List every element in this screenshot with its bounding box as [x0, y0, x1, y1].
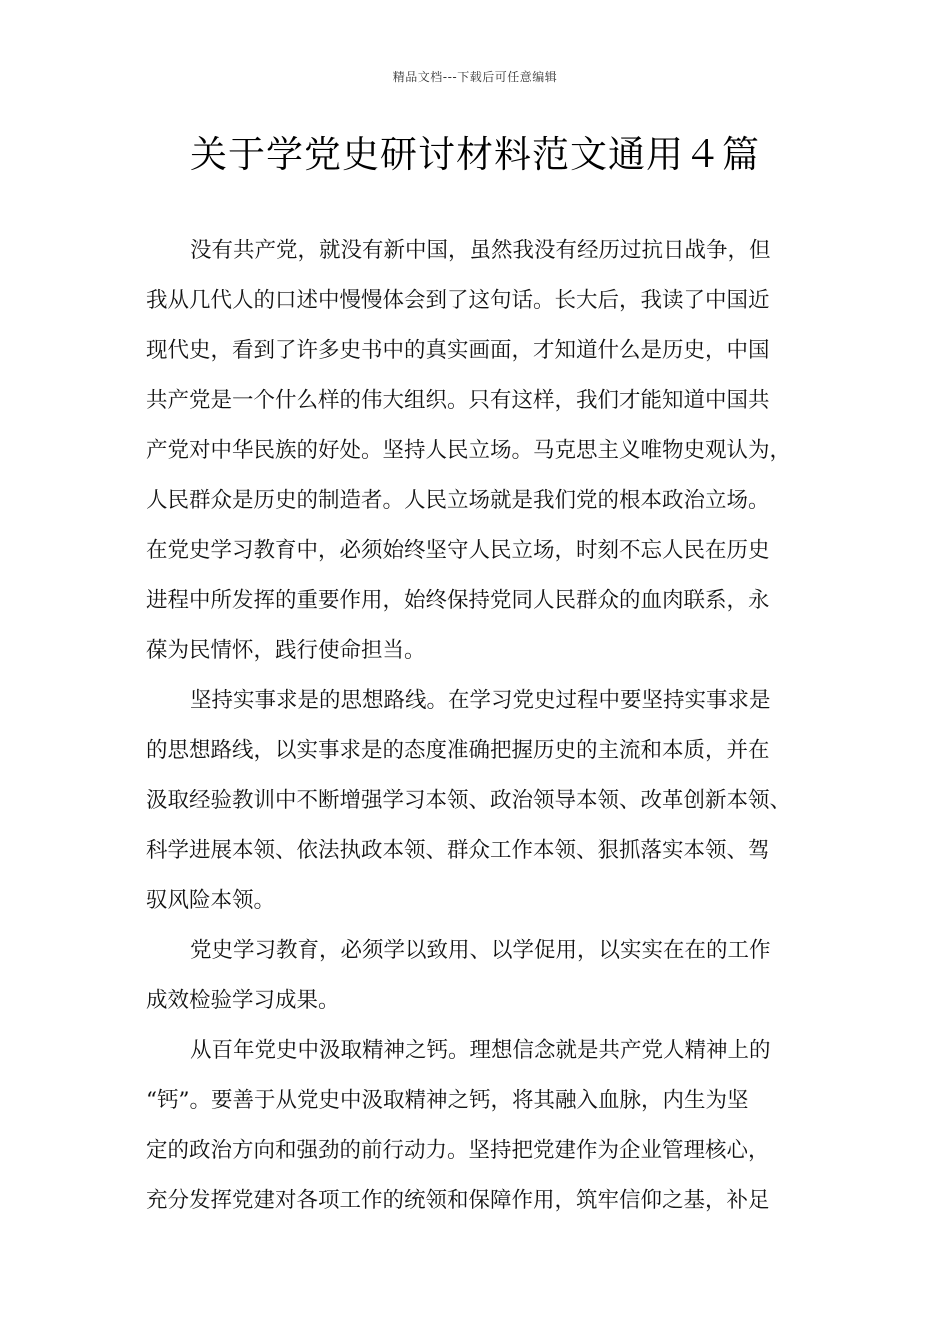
document-title: 关于学党史研讨材料范文通用４篇 — [190, 133, 760, 176]
body-line: 汲取经验教训中不断增强学习本领、政治领导本领、改革创新本领、 — [146, 788, 792, 813]
body-line: 人民群众是历史的制造者。人民立场就是我们党的根本政治立场。 — [146, 488, 770, 513]
body-line: 的思想路线，以实事求是的态度准确把握历史的主流和本质，并在 — [146, 738, 770, 763]
body-line: 定的政治方向和强劲的前行动力。坚持把党建作为企业管理核心， — [146, 1138, 770, 1163]
body-line: 在党史学习教育中，必须始终坚守人民立场，时刻不忘人民在历史 — [146, 538, 770, 563]
body-line: 坚持实事求是的思想路线。在学习党史过程中要坚持实事求是 — [190, 688, 771, 713]
body-line: 充分发挥党建对各项工作的统领和保障作用，筑牢信仰之基，补足 — [146, 1188, 770, 1213]
body-line: 葆为民情怀，践行使命担当。 — [146, 638, 426, 663]
body-line: 没有共产党，就没有新中国，虽然我没有经历过抗日战争，但 — [190, 238, 771, 263]
body-line: 现代史，看到了许多史书中的真实画面，才知道什么是历史，中国 — [146, 338, 770, 363]
body-line: 从百年党史中汲取精神之钙。理想信念就是共产党人精神上的 — [190, 1038, 771, 1063]
body-line: 党史学习教育，必须学以致用、以学促用，以实实在在的工作 — [190, 938, 771, 963]
body-line: 成效检验学习成果。 — [146, 988, 340, 1013]
body-line: 我从几代人的口述中慢慢体会到了这句话。长大后，我读了中国近 — [146, 288, 770, 313]
body-line: 驭风险本领。 — [146, 888, 276, 913]
body-line: 产党对中华民族的好处。坚持人民立场。马克思主义唯物史观认为， — [146, 438, 792, 463]
body-line: 共产党是一个什么样的伟大组织。只有这样，我们才能知道中国共 — [146, 388, 770, 413]
body-line: 进程中所发挥的重要作用，始终保持党同人民群众的血肉联系，永 — [146, 588, 770, 613]
header-note: 精品文档---下载后可任意编辑 — [392, 70, 558, 84]
body-line: “钙”。要善于从党史中汲取精神之钙，将其融入血脉，内生为坚 — [146, 1088, 749, 1113]
body-line: 科学进展本领、依法执政本领、群众工作本领、狠抓落实本领、驾 — [146, 838, 770, 863]
